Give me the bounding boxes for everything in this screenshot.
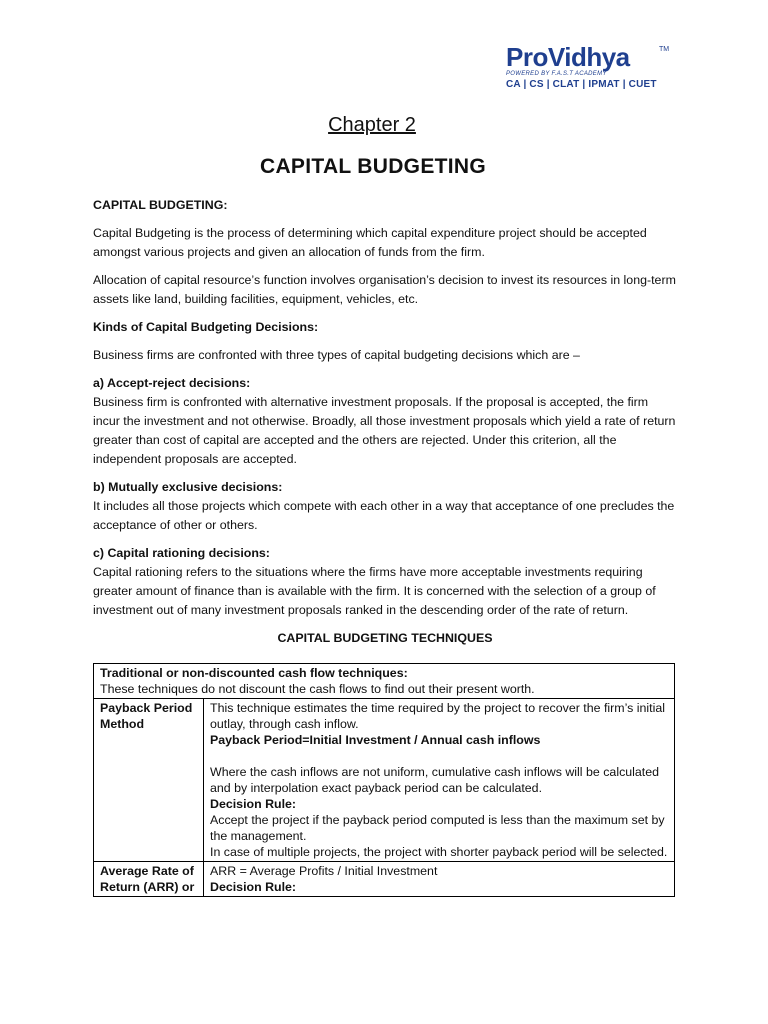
table-header-text: These techniques do not discount the cash flows to find out their present worth. (100, 682, 535, 696)
document-body (93, 196, 677, 897)
arr-cell (204, 862, 675, 897)
payback-cell (204, 699, 675, 862)
decision-c-text: Capital rationing refers to the situations where the firms have more acceptable investments requiring greater amount of finance than is available with the firm. It is concerned with the selection of a group of investment out of many investment proposals ranked in the descending order of the rate of return. (93, 565, 656, 617)
decision-a-title: a) Accept-reject decisions: (93, 376, 251, 390)
decision-a-text: Business firm is confronted with alternative investment proposals. If the proposal is accepted, the firm incur the investment and not otherwise. Broadly, all those investment proposals which yield a rate of return greater than cost of capital are accepted and the others are rejected. Under this criterion, all the independent proposals are accepted. (93, 395, 676, 466)
intro-paragraph-1: Capital Budgeting is the process of determining which capital expenditure project should be accepted amongst various projects and given an allocation of funds from the firm. (93, 226, 647, 259)
techniques-table (93, 663, 675, 897)
decision-accept-reject (93, 374, 677, 469)
intro-heading: CAPITAL BUDGETING: (93, 198, 228, 212)
table-header-cell (94, 664, 675, 699)
arr-decision-rule: Decision Rule: (210, 880, 297, 894)
providhya-logo (506, 44, 676, 96)
techniques-heading: CAPITAL BUDGETING TECHNIQUES (277, 631, 493, 645)
intro-paragraph-2: Allocation of capital resource’s function involves organisation’s decision to invest its resources in long-term assets like land, building facilities, equipment, vehicles, etc. (93, 273, 676, 306)
kinds-heading: Kinds of Capital Budgeting Decisions: (93, 320, 319, 334)
logo-brand: ProVidhya (506, 42, 630, 72)
payback-formula: Payback Period=Initial Investment / Annual cash inflows (210, 733, 541, 747)
decision-b-title: b) Mutually exclusive decisions: (93, 480, 283, 494)
chapter-heading: Chapter 2 (328, 114, 416, 136)
logo-tagline: POWERED BY F.A.S.T ACADEMY (506, 71, 607, 77)
table-row (94, 699, 675, 862)
decision-b-text: It includes all those projects which compete with each other in a way that acceptance of one precludes the acceptance of other or others. (93, 499, 675, 532)
payback-description: This technique estimates the time required by the project to recover the firm’s initial outlay, through cash inflow. (210, 701, 665, 731)
arr-formula: ARR = Average Profits / Initial Investment (210, 864, 438, 878)
table-header-title: Traditional or non-discounted cash flow techniques: (100, 666, 408, 680)
payback-rule-2: In case of multiple projects, the project with shorter payback period will be selected. (210, 845, 668, 859)
page-title: CAPITAL BUDGETING (260, 155, 486, 178)
logo-trademark: TM (659, 46, 670, 53)
decision-capital-rationing (93, 544, 677, 620)
payback-label: Payback Period Method (94, 699, 204, 862)
payback-decision-rule: Decision Rule: (210, 797, 297, 811)
payback-nonuniform: Where the cash inflows are not uniform, cumulative cash inflows will be calculated and by interpolation exact payback period can be calculated. (210, 765, 660, 795)
table-row (94, 862, 675, 897)
spacer (210, 748, 668, 764)
logo-courses: CA | CS | CLAT | IPMAT | CUET (506, 79, 657, 90)
arr-label: Average Rate of Return (ARR) or (94, 862, 204, 897)
decision-c-title: c) Capital rationing decisions: (93, 546, 270, 560)
decision-mutually-exclusive (93, 478, 677, 535)
table-row (94, 664, 675, 699)
kinds-lead: Business firms are confronted with three types of capital budgeting decisions which are – (93, 348, 580, 362)
payback-rule-1: Accept the project if the payback period computed is less than the maximum set by the management. (210, 813, 665, 843)
